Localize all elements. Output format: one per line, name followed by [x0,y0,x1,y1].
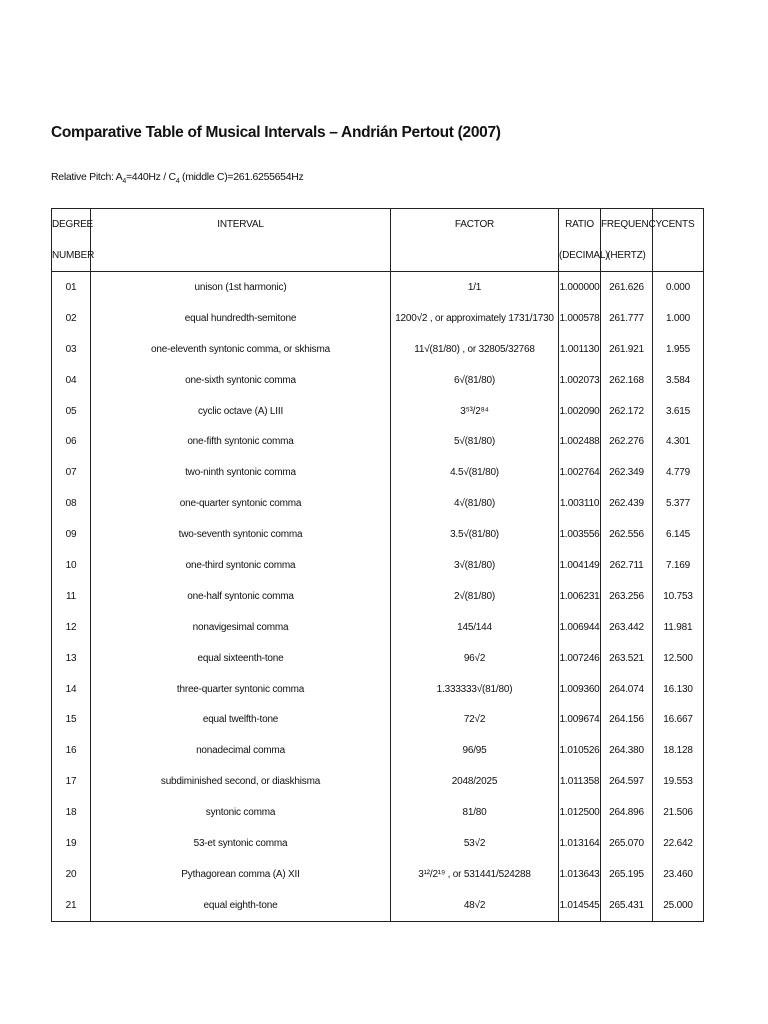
table-row [52,488,704,519]
factor-cell: 145/144 [391,612,559,643]
frequency-cell: 265.195 [601,859,653,890]
cents-cell: 19.553 [653,766,704,797]
ratio-cell: 1.003556 [559,519,601,550]
ratio-cell: 1.006944 [559,612,601,643]
degree-number-cell: 16 [52,735,91,766]
cents-cell: 7.169 [653,550,704,581]
ratio-cell: 1.004149 [559,550,601,581]
interval-name-cell: two-seventh syntonic comma [91,519,391,550]
cents-cell: 18.128 [653,735,704,766]
ratio-cell: 1.000578 [559,303,601,334]
frequency-cell: 262.349 [601,457,653,488]
degree-number-cell: 21 [52,890,91,921]
degree-number-cell: 12 [52,612,91,643]
table-row [52,581,704,612]
header-degree: DEGREE [52,209,91,241]
table-row [52,674,704,705]
header-frequency: FREQUENCY [601,209,653,241]
frequency-cell: 261.626 [601,272,653,303]
interval-name-cell: 53-et syntonic comma [91,828,391,859]
table-row [52,797,704,828]
factor-cell: 1200√2 , or approximately 1731/1730 [391,303,559,334]
interval-name-cell: equal hundredth-semitone [91,303,391,334]
interval-name-cell: one-eleventh syntonic comma, or skhisma [91,334,391,365]
header-factor-sub [391,240,559,272]
ratio-cell: 1.009674 [559,704,601,735]
table-row [52,859,704,890]
frequency-cell: 261.777 [601,303,653,334]
frequency-cell: 263.521 [601,643,653,674]
ratio-cell: 1.010526 [559,735,601,766]
factor-cell: 6√(81/80) [391,365,559,396]
factor-cell: 2048/2025 [391,766,559,797]
header-interval-sub [91,240,391,272]
ratio-cell: 1.012500 [559,797,601,828]
ratio-cell: 1.007246 [559,643,601,674]
cents-cell: 12.500 [653,643,704,674]
header-degree-sub: NUMBER [52,240,91,272]
degree-number-cell: 07 [52,457,91,488]
intervals-table [51,208,704,922]
table-row [52,396,704,427]
degree-number-cell: 13 [52,643,91,674]
factor-cell: 3√(81/80) [391,550,559,581]
header-frequency-sub: (HERTZ) [601,240,653,272]
factor-cell: 1.333333√(81/80) [391,674,559,705]
relative-pitch-note [51,171,304,185]
frequency-cell: 262.172 [601,396,653,427]
cents-cell: 4.779 [653,457,704,488]
frequency-cell: 264.380 [601,735,653,766]
header-row [52,209,704,241]
table-row [52,612,704,643]
frequency-cell: 261.921 [601,334,653,365]
header-cents: CENTS [653,209,704,241]
table-body [52,272,704,922]
factor-cell: 96/95 [391,735,559,766]
interval-name-cell: subdiminished second, or diaskhisma [91,766,391,797]
degree-number-cell: 01 [52,272,91,303]
frequency-cell: 264.156 [601,704,653,735]
degree-number-cell: 14 [52,674,91,705]
table-row [52,272,704,303]
ratio-cell: 1.006231 [559,581,601,612]
interval-name-cell: equal sixteenth-tone [91,643,391,674]
cents-cell: 11.981 [653,612,704,643]
ratio-cell: 1.002488 [559,426,601,457]
ratio-cell: 1.013643 [559,859,601,890]
interval-name-cell: one-half syntonic comma [91,581,391,612]
table-row [52,426,704,457]
cents-cell: 3.615 [653,396,704,427]
ratio-cell: 1.000000 [559,272,601,303]
header-interval: INTERVAL [91,209,391,241]
table-row [52,365,704,396]
factor-cell: 4.5√(81/80) [391,457,559,488]
cents-cell: 0.000 [653,272,704,303]
frequency-cell: 262.556 [601,519,653,550]
frequency-cell: 265.070 [601,828,653,859]
frequency-cell: 264.074 [601,674,653,705]
frequency-cell: 262.439 [601,488,653,519]
frequency-cell: 262.711 [601,550,653,581]
cents-cell: 3.584 [653,365,704,396]
interval-name-cell: one-third syntonic comma [91,550,391,581]
ratio-cell: 1.002764 [559,457,601,488]
subtitle-c-octave: 4 [175,178,180,186]
interval-name-cell: cyclic octave (A) LIII [91,396,391,427]
degree-number-cell: 18 [52,797,91,828]
table-row [52,735,704,766]
cents-cell: 21.506 [653,797,704,828]
frequency-cell: 262.168 [601,365,653,396]
degree-number-cell: 08 [52,488,91,519]
interval-name-cell: equal eighth-tone [91,890,391,921]
degree-number-cell: 04 [52,365,91,396]
ratio-cell: 1.014545 [559,890,601,921]
degree-number-cell: 11 [52,581,91,612]
ratio-cell: 1.011358 [559,766,601,797]
table-row [52,643,704,674]
frequency-cell: 264.896 [601,797,653,828]
interval-name-cell: three-quarter syntonic comma [91,674,391,705]
ratio-cell: 1.003110 [559,488,601,519]
interval-name-cell: nonadecimal comma [91,735,391,766]
factor-cell: 3¹²/2¹⁹ , or 531441/524288 [391,859,559,890]
cents-cell: 23.460 [653,859,704,890]
table-row [52,704,704,735]
table-row [52,550,704,581]
cents-cell: 16.130 [653,674,704,705]
subtitle-prefix: Relative Pitch: A [51,171,123,183]
ratio-cell: 1.002090 [559,396,601,427]
factor-cell: 72√2 [391,704,559,735]
interval-name-cell: unison (1st harmonic) [91,272,391,303]
factor-cell: 3.5√(81/80) [391,519,559,550]
frequency-cell: 265.431 [601,890,653,921]
ratio-cell: 1.013164 [559,828,601,859]
frequency-cell: 262.276 [601,426,653,457]
degree-number-cell: 09 [52,519,91,550]
cents-cell: 10.753 [653,581,704,612]
cents-cell: 25.000 [653,890,704,921]
factor-cell: 81/80 [391,797,559,828]
cents-cell: 16.667 [653,704,704,735]
table-row [52,766,704,797]
header-ratio: RATIO [559,209,601,241]
table-row [52,828,704,859]
degree-number-cell: 15 [52,704,91,735]
header-row-units [52,240,704,272]
degree-number-cell: 10 [52,550,91,581]
interval-name-cell: nonavigesimal comma [91,612,391,643]
frequency-cell: 263.256 [601,581,653,612]
degree-number-cell: 03 [52,334,91,365]
table-row [52,334,704,365]
cents-cell: 5.377 [653,488,704,519]
header-ratio-sub: (DECIMAL) [559,240,601,272]
interval-name-cell: one-quarter syntonic comma [91,488,391,519]
factor-cell: 3⁵³/2⁸⁴ [391,396,559,427]
cents-cell: 4.301 [653,426,704,457]
factor-cell: 4√(81/80) [391,488,559,519]
cents-cell: 22.642 [653,828,704,859]
factor-cell: 5√(81/80) [391,426,559,457]
interval-name-cell: one-fifth syntonic comma [91,426,391,457]
interval-name-cell: Pythagorean comma (A) XII [91,859,391,890]
degree-number-cell: 17 [52,766,91,797]
ratio-cell: 1.001130 [559,334,601,365]
interval-name-cell: equal twelfth-tone [91,704,391,735]
interval-name-cell: syntonic comma [91,797,391,828]
subtitle-a-octave: 4 [122,178,126,186]
factor-cell: 11√(81/80) , or 32805/32768 [391,334,559,365]
table-row [52,890,704,921]
header-cents-sub [653,240,704,272]
degree-number-cell: 06 [52,426,91,457]
subtitle-mid: =440Hz / C [125,171,176,183]
header-factor: FACTOR [391,209,559,241]
page-title: Comparative Table of Musical Intervals – Andrián Pertout (2007) [51,124,501,141]
subtitle-suffix: (middle C)=261.6255654Hz [179,171,304,183]
interval-name-cell: one-sixth syntonic comma [91,365,391,396]
factor-cell: 1/1 [391,272,559,303]
factor-cell: 48√2 [391,890,559,921]
degree-number-cell: 19 [52,828,91,859]
frequency-cell: 264.597 [601,766,653,797]
factor-cell: 2√(81/80) [391,581,559,612]
frequency-cell: 263.442 [601,612,653,643]
ratio-cell: 1.009360 [559,674,601,705]
degree-number-cell: 02 [52,303,91,334]
factor-cell: 96√2 [391,643,559,674]
cents-cell: 1.000 [653,303,704,334]
table-row [52,303,704,334]
cents-cell: 1.955 [653,334,704,365]
ratio-cell: 1.002073 [559,365,601,396]
factor-cell: 53√2 [391,828,559,859]
interval-name-cell: two-ninth syntonic comma [91,457,391,488]
degree-number-cell: 05 [52,396,91,427]
table-row [52,457,704,488]
table-row [52,519,704,550]
cents-cell: 6.145 [653,519,704,550]
degree-number-cell: 20 [52,859,91,890]
